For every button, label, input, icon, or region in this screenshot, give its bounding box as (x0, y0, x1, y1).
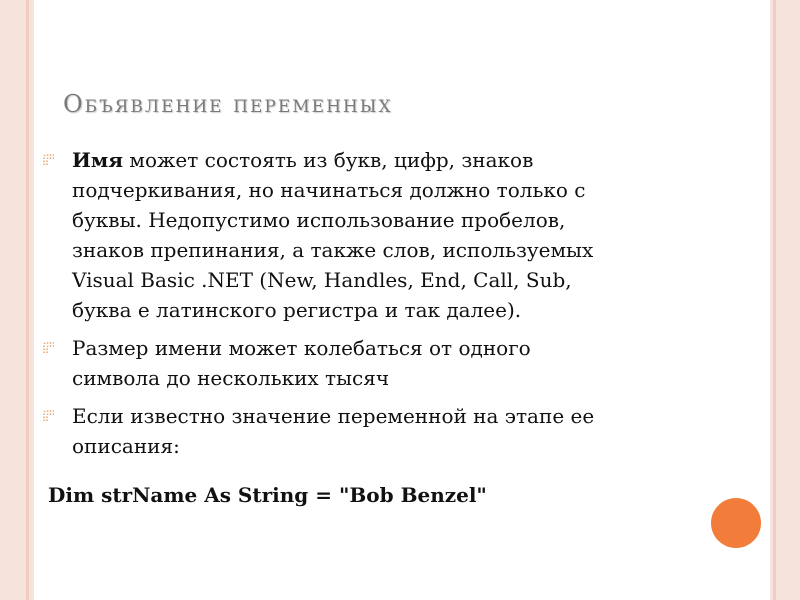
bullet-item (42, 401, 622, 461)
bullet-text: Размер имени может колебаться от одного символа до нескольких тысяч (72, 336, 531, 390)
code-example: Dim strName As String = "Bob Benzel" (48, 483, 487, 507)
bullet-text: Если известно значение переменной на этапе ее описания: (72, 404, 595, 458)
bullet-text: может состоять из букв, цифр, знаков подчеркивания, но начинаться должно только с буквы. Недопустимо использование пробелов, знаков препинания, а также слов, используемых Visual Basic .NET (New, Handles, End, Call, Sub, буква е латинского регистра и так далее). (72, 148, 594, 322)
right-frame-line (773, 0, 776, 600)
bullet-list (42, 145, 622, 469)
left-frame-line (26, 0, 29, 600)
orange-circle-decoration (711, 498, 761, 548)
bullet-item (42, 333, 622, 393)
bullet-bold-lead: Имя (72, 148, 124, 172)
slide-title: Объявление переменных (63, 90, 393, 118)
dotted-bullet-icon (42, 153, 56, 167)
bullet-item (42, 145, 622, 325)
dotted-bullet-icon (42, 341, 56, 355)
dotted-bullet-icon (42, 409, 56, 423)
